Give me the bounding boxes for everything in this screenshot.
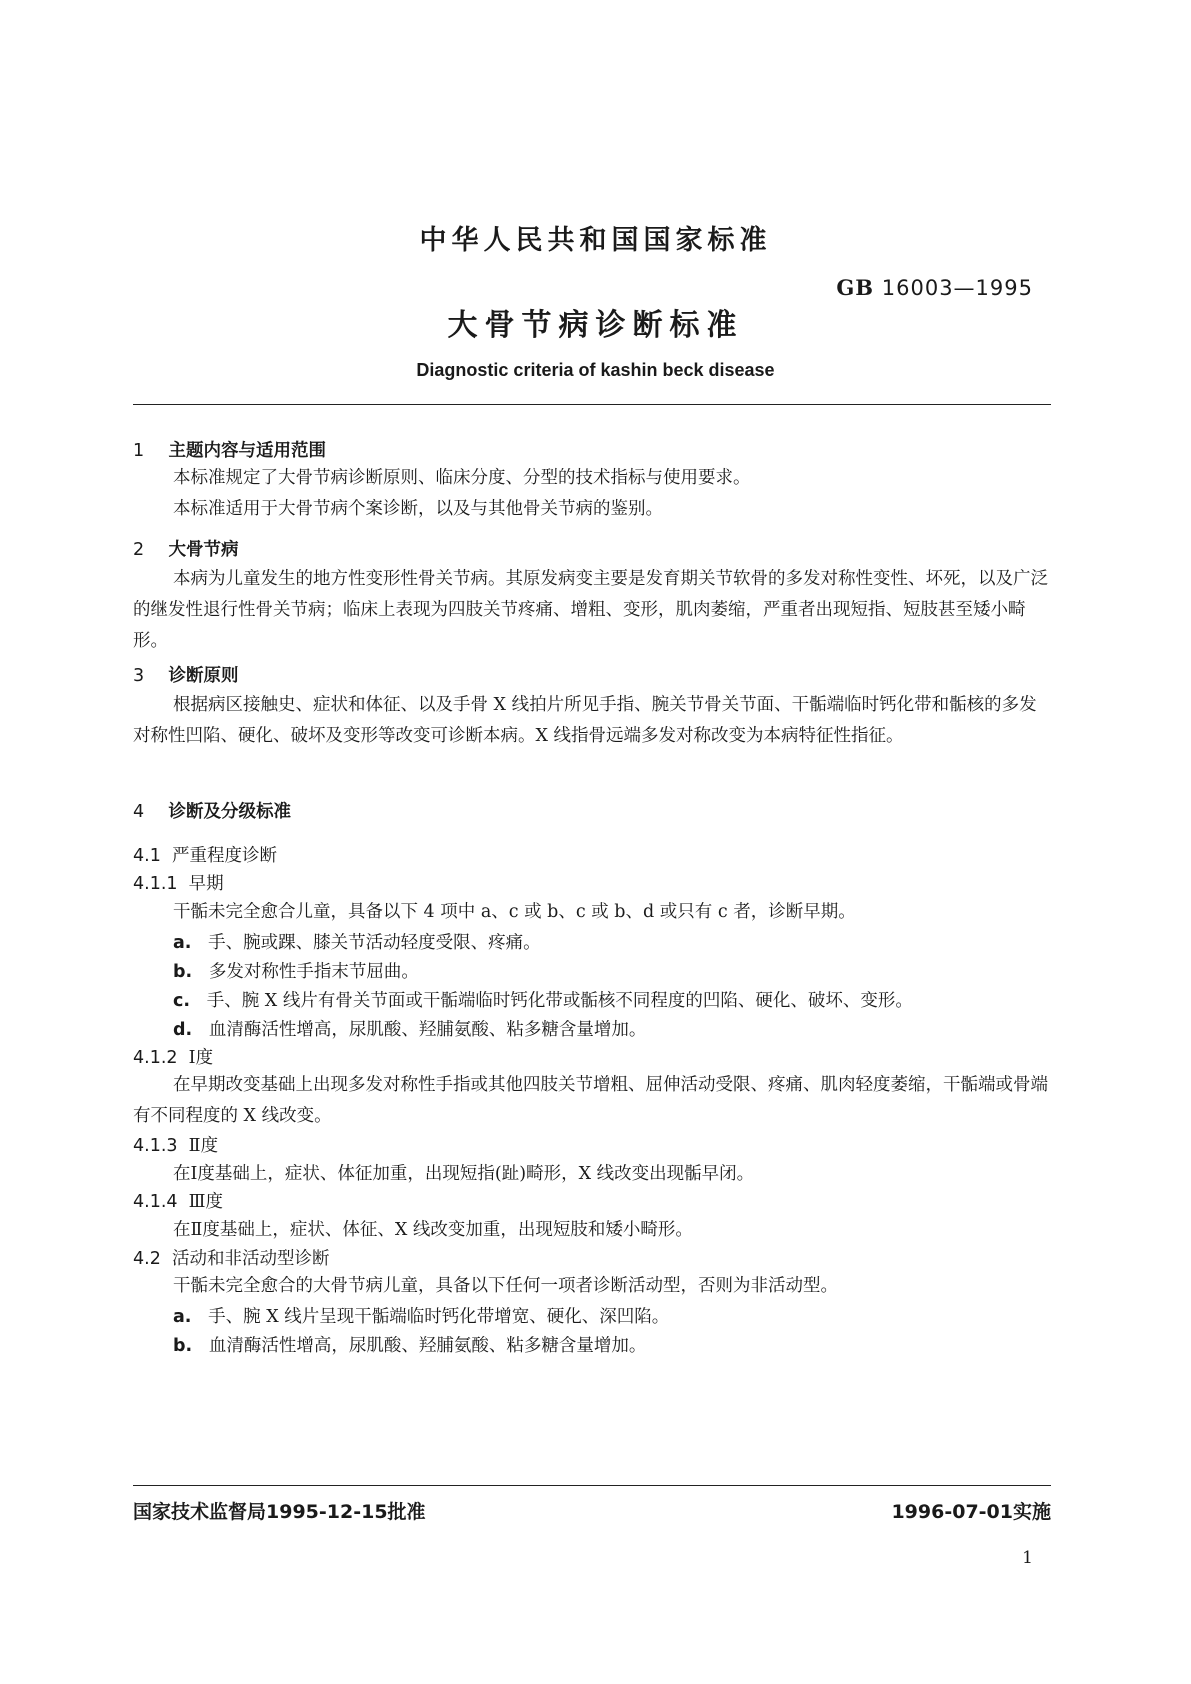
list-item: [173, 1303, 669, 1328]
section-number: 4: [133, 802, 145, 822]
approval-note: 国家技术监督局1995-12-15批准: [133, 1501, 426, 1523]
header-divider: [133, 404, 1051, 405]
section-number: 4.1.3: [133, 1136, 178, 1156]
list-item-text: 手、腕 X 线片呈现干骺端临时钙化带增宽、硬化、深凹陷。: [208, 1307, 670, 1327]
section-title: 主题内容与适用范围: [168, 441, 327, 461]
page-number: 1: [1022, 1548, 1033, 1568]
section-1-paragraph-1: 本标准规定了大骨节病诊断原则、临床分度、分型的技术指标与使用要求。: [173, 468, 751, 488]
list-item-label: d.: [173, 1020, 193, 1040]
section-title: 早期: [188, 874, 224, 894]
list-item-text: 血清酶活性增高，尿肌酸、羟脯氨酸、粘多糖含量增加。: [208, 1336, 647, 1356]
section-title: 严重程度诊断: [171, 846, 277, 866]
section-4-1-1-paragraph: 干骺未完全愈合儿童，具备以下 4 项中 a、c 或 b、c 或 b、d 或只有 c 者，诊断早期。: [173, 902, 856, 922]
standard-code-number: 16003—1995: [881, 276, 1033, 300]
section-2-paragraph-1: 本病为儿童发生的地方性变形性骨关节病。其原发病变主要是发育期关节软骨的多发对称性变性、坏死，以及广泛的继发性退行性骨关节病；临床上表现为四肢关节疼痛、增粗、变形，肌肉萎缩，严重者出现短指、短肢甚至矮小畸形。: [133, 569, 1048, 651]
standard-code-prefix: GB: [836, 275, 875, 300]
standard-code: [836, 275, 1033, 300]
list-item-label: a.: [173, 1307, 192, 1327]
section-number: 4.2: [133, 1249, 161, 1269]
list-item: [173, 1016, 646, 1041]
section-1-paragraph-2: 本标准适用于大骨节病个案诊断，以及与其他骨关节病的鉴别。: [173, 499, 663, 519]
list-item: [173, 1332, 646, 1357]
section-4-1-1-heading: [133, 870, 224, 895]
section-4-1-2-heading: [133, 1044, 213, 1069]
section-4-1-4-paragraph: 在Ⅱ度基础上，症状、体征、X 线改变加重，出现短肢和矮小畸形。: [173, 1220, 693, 1240]
section-title: 诊断及分级标准: [168, 802, 292, 822]
section-number: 4.1: [133, 846, 161, 866]
list-item-text: 血清酶活性增高，尿肌酸、羟脯氨酸、粘多糖含量增加。: [208, 1020, 647, 1040]
section-number: 3: [133, 666, 145, 686]
document-subtitle: Diagnostic criteria of kashin beck disease: [416, 360, 775, 380]
section-4-2-paragraph: 干骺未完全愈合的大骨节病儿童，具备以下任何一项者诊断活动型，否则为非活动型。: [173, 1276, 838, 1296]
section-2-heading: [133, 536, 239, 561]
section-title: 诊断原则: [168, 666, 239, 686]
section-4-2-heading: [133, 1245, 329, 1270]
section-1-heading: [133, 437, 326, 462]
section-4-1-2-paragraph: 在早期改变基础上出现多发对称性手指或其他四肢关节增粗、屈伸活动受限、疼痛、肌肉轻度萎缩，干骺端或骨端有不同程度的 X 线改变。: [133, 1075, 1048, 1126]
list-item-label: c.: [173, 991, 191, 1011]
section-title: 活动和非活动型诊断: [171, 1249, 330, 1269]
section-title: Ⅱ度: [188, 1136, 219, 1156]
section-number: 4.1.4: [133, 1192, 178, 1212]
section-title: Ⅰ度: [188, 1048, 214, 1068]
section-4-heading: [133, 798, 291, 823]
section-title: 大骨节病: [168, 540, 239, 560]
section-number: 1: [133, 441, 145, 461]
implementation-date: 1996-07-01实施: [891, 1501, 1051, 1523]
list-item-text: 手、腕或踝、膝关节活动轻度受限、疼痛。: [208, 933, 541, 953]
list-item-text: 手、腕 X 线片有骨关节面或干骺端临时钙化带或骺核不同程度的凹陷、硬化、破坏、变形。: [206, 991, 913, 1011]
footer-divider: [133, 1485, 1051, 1486]
section-3-heading: [133, 662, 239, 687]
section-4-1-4-heading: [133, 1188, 223, 1213]
list-item-text: 多发对称性手指末节屈曲。: [208, 962, 419, 982]
list-item: [173, 929, 541, 954]
list-item: [173, 987, 913, 1012]
section-number: 4.1.2: [133, 1048, 178, 1068]
list-item-label: a.: [173, 933, 192, 953]
section-4-1-3-heading: [133, 1132, 218, 1157]
document-title: 大骨节病诊断标准: [447, 308, 744, 343]
section-title: Ⅲ度: [188, 1192, 224, 1212]
section-number: 2: [133, 540, 145, 560]
list-item-label: b.: [173, 1336, 193, 1356]
national-standard-heading: 中华人民共和国国家标准: [419, 225, 772, 256]
section-4-1-3-paragraph: 在Ⅰ度基础上，症状、体征加重，出现短指(趾)畸形，X 线改变出现骺早闭。: [173, 1164, 755, 1184]
list-item: [173, 958, 419, 983]
list-item-label: b.: [173, 962, 193, 982]
section-3-paragraph-1: 根据病区接触史、症状和体征、以及手骨 X 线拍片所见手指、腕关节骨关节面、干骺端临时钙化带和骺核的多发对称性凹陷、硬化、破坏及变形等改变可诊断本病。X 线指骨远端多发对称改变为本病特征性指征。: [133, 695, 1037, 746]
section-number: 4.1.1: [133, 874, 178, 894]
section-4-1-heading: [133, 842, 277, 867]
